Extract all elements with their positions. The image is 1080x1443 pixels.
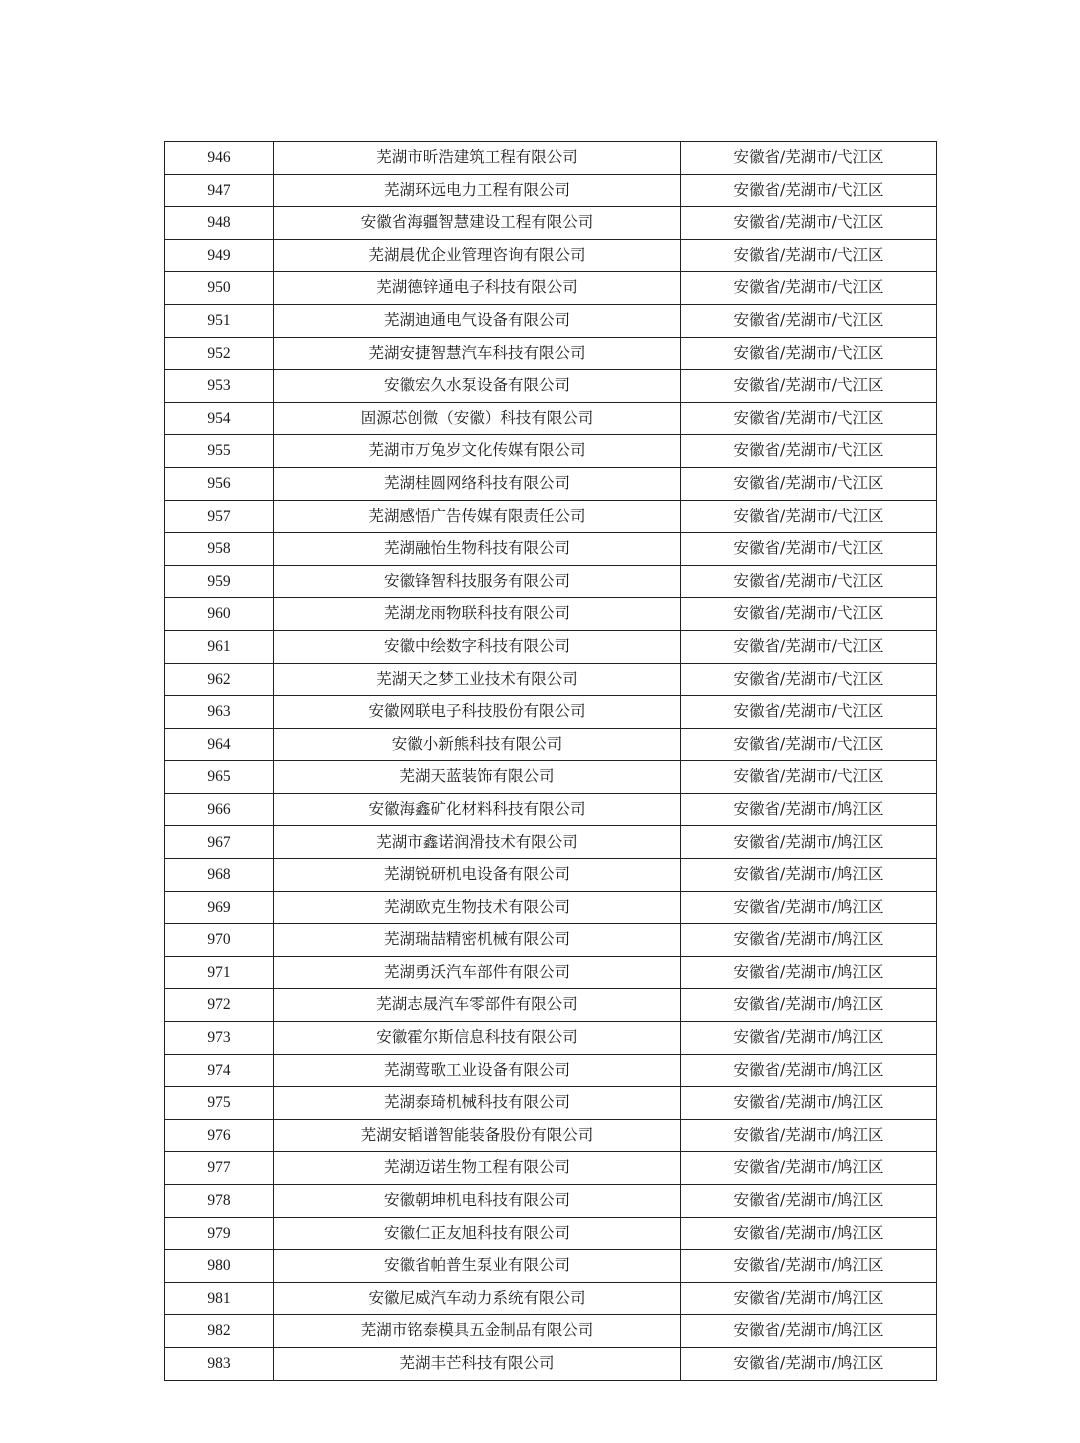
- company-name-cell: 安徽霍尔斯信息科技有限公司: [274, 1022, 681, 1055]
- company-name-cell: 安徽宏久水泵设备有限公司: [274, 370, 681, 403]
- region-cell: 安徽省/芜湖市/弋江区: [681, 630, 937, 663]
- region-cell: 安徽省/芜湖市/鸠江区: [681, 1315, 937, 1348]
- row-number: 951: [165, 304, 274, 337]
- row-number: 972: [165, 989, 274, 1022]
- region-cell: 安徽省/芜湖市/鸠江区: [681, 1022, 937, 1055]
- table-row: [165, 565, 937, 598]
- region-cell: 安徽省/芜湖市/鸠江区: [681, 826, 937, 859]
- table-row: [165, 467, 937, 500]
- row-number: 956: [165, 467, 274, 500]
- table-row: [165, 142, 937, 175]
- region-cell: 安徽省/芜湖市/鸠江区: [681, 989, 937, 1022]
- region-cell: 安徽省/芜湖市/弋江区: [681, 500, 937, 533]
- row-number: 958: [165, 533, 274, 566]
- company-name-cell: 芜湖晨优企业管理咨询有限公司: [274, 239, 681, 272]
- row-number: 968: [165, 859, 274, 892]
- table-row: [165, 891, 937, 924]
- table-row: [165, 598, 937, 631]
- row-number: 981: [165, 1282, 274, 1315]
- company-name-cell: 芜湖丰芒科技有限公司: [274, 1347, 681, 1380]
- row-number: 975: [165, 1087, 274, 1120]
- row-number: 955: [165, 435, 274, 468]
- region-cell: 安徽省/芜湖市/鸠江区: [681, 859, 937, 892]
- region-cell: 安徽省/芜湖市/弋江区: [681, 761, 937, 794]
- row-number: 952: [165, 337, 274, 370]
- row-number: 967: [165, 826, 274, 859]
- row-number: 950: [165, 272, 274, 305]
- region-cell: 安徽省/芜湖市/弋江区: [681, 565, 937, 598]
- table-row: [165, 826, 937, 859]
- region-cell: 安徽省/芜湖市/弋江区: [681, 272, 937, 305]
- table-row: [165, 174, 937, 207]
- table-row: [165, 1217, 937, 1250]
- company-name-cell: 芜湖迈诺生物工程有限公司: [274, 1152, 681, 1185]
- table-row: [165, 793, 937, 826]
- region-cell: 安徽省/芜湖市/鸠江区: [681, 1152, 937, 1185]
- region-cell: 安徽省/芜湖市/鸠江区: [681, 1054, 937, 1087]
- company-name-cell: 安徽尼威汽车动力系统有限公司: [274, 1282, 681, 1315]
- region-cell: 安徽省/芜湖市/弋江区: [681, 207, 937, 240]
- company-name-cell: 芜湖龙雨物联科技有限公司: [274, 598, 681, 631]
- row-number: 966: [165, 793, 274, 826]
- row-number: 964: [165, 728, 274, 761]
- company-name-cell: 芜湖桂圆网络科技有限公司: [274, 467, 681, 500]
- row-number: 976: [165, 1119, 274, 1152]
- table-row: [165, 696, 937, 729]
- company-name-cell: 芜湖天蓝装饰有限公司: [274, 761, 681, 794]
- row-number: 947: [165, 174, 274, 207]
- table-row: [165, 1087, 937, 1120]
- company-name-cell: 芜湖志晟汽车零部件有限公司: [274, 989, 681, 1022]
- row-number: 953: [165, 370, 274, 403]
- row-number: 959: [165, 565, 274, 598]
- region-cell: 安徽省/芜湖市/鸠江区: [681, 1185, 937, 1218]
- row-number: 977: [165, 1152, 274, 1185]
- table-row: [165, 1022, 937, 1055]
- row-number: 962: [165, 663, 274, 696]
- company-name-cell: 安徽网联电子科技股份有限公司: [274, 696, 681, 729]
- company-name-cell: 芜湖德锌通电子科技有限公司: [274, 272, 681, 305]
- region-cell: 安徽省/芜湖市/弋江区: [681, 598, 937, 631]
- company-name-cell: 芜湖市万兔岁文化传媒有限公司: [274, 435, 681, 468]
- region-cell: 安徽省/芜湖市/弋江区: [681, 370, 937, 403]
- row-number: 980: [165, 1250, 274, 1283]
- table-row: [165, 337, 937, 370]
- company-name-cell: 安徽朝坤机电科技有限公司: [274, 1185, 681, 1218]
- region-cell: 安徽省/芜湖市/鸠江区: [681, 891, 937, 924]
- region-cell: 安徽省/芜湖市/弋江区: [681, 435, 937, 468]
- row-number: 970: [165, 924, 274, 957]
- row-number: 982: [165, 1315, 274, 1348]
- table-body: [165, 142, 937, 1381]
- region-cell: 安徽省/芜湖市/弋江区: [681, 174, 937, 207]
- region-cell: 安徽省/芜湖市/鸠江区: [681, 1217, 937, 1250]
- company-name-cell: 芜湖市昕浩建筑工程有限公司: [274, 142, 681, 175]
- company-name-cell: 芜湖瑞喆精密机械有限公司: [274, 924, 681, 957]
- region-cell: 安徽省/芜湖市/鸠江区: [681, 956, 937, 989]
- region-cell: 安徽省/芜湖市/弋江区: [681, 533, 937, 566]
- region-cell: 安徽省/芜湖市/弋江区: [681, 402, 937, 435]
- table-row: [165, 924, 937, 957]
- company-name-cell: 芜湖环远电力工程有限公司: [274, 174, 681, 207]
- table-row: [165, 1119, 937, 1152]
- table-row: [165, 402, 937, 435]
- company-table: [164, 141, 937, 1381]
- row-number: 965: [165, 761, 274, 794]
- region-cell: 安徽省/芜湖市/鸠江区: [681, 793, 937, 826]
- table-row: [165, 1347, 937, 1380]
- table-row: [165, 239, 937, 272]
- region-cell: 安徽省/芜湖市/弋江区: [681, 663, 937, 696]
- company-name-cell: 芜湖天之梦工业技术有限公司: [274, 663, 681, 696]
- region-cell: 安徽省/芜湖市/鸠江区: [681, 1282, 937, 1315]
- region-cell: 安徽省/芜湖市/弋江区: [681, 142, 937, 175]
- region-cell: 安徽省/芜湖市/弋江区: [681, 728, 937, 761]
- table-row: [165, 663, 937, 696]
- region-cell: 安徽省/芜湖市/鸠江区: [681, 1347, 937, 1380]
- row-number: 969: [165, 891, 274, 924]
- row-number: 979: [165, 1217, 274, 1250]
- table-row: [165, 1315, 937, 1348]
- company-name-cell: 芜湖迪通电气设备有限公司: [274, 304, 681, 337]
- company-name-cell: 安徽省帕普生泵业有限公司: [274, 1250, 681, 1283]
- row-number: 948: [165, 207, 274, 240]
- table-row: [165, 1282, 937, 1315]
- company-name-cell: 芜湖欧克生物技术有限公司: [274, 891, 681, 924]
- row-number: 949: [165, 239, 274, 272]
- company-name-cell: 安徽锋智科技服务有限公司: [274, 565, 681, 598]
- company-name-cell: 芜湖安捷智慧汽车科技有限公司: [274, 337, 681, 370]
- table-row: [165, 304, 937, 337]
- row-number: 954: [165, 402, 274, 435]
- company-name-cell: 安徽仁正友旭科技有限公司: [274, 1217, 681, 1250]
- table-row: [165, 1250, 937, 1283]
- company-name-cell: 安徽省海疆智慧建设工程有限公司: [274, 207, 681, 240]
- region-cell: 安徽省/芜湖市/弋江区: [681, 467, 937, 500]
- table-row: [165, 630, 937, 663]
- company-name-cell: 芜湖莺歌工业设备有限公司: [274, 1054, 681, 1087]
- row-number: 971: [165, 956, 274, 989]
- table-row: [165, 989, 937, 1022]
- table-row: [165, 1185, 937, 1218]
- company-name-cell: 固源芯创微（安徽）科技有限公司: [274, 402, 681, 435]
- table-row: [165, 435, 937, 468]
- region-cell: 安徽省/芜湖市/弋江区: [681, 304, 937, 337]
- table-row: [165, 370, 937, 403]
- table-row: [165, 533, 937, 566]
- company-name-cell: 安徽中绘数字科技有限公司: [274, 630, 681, 663]
- company-name-cell: 芜湖市鑫诺润滑技术有限公司: [274, 826, 681, 859]
- table-row: [165, 859, 937, 892]
- table-row: [165, 1152, 937, 1185]
- region-cell: 安徽省/芜湖市/鸠江区: [681, 1250, 937, 1283]
- row-number: 963: [165, 696, 274, 729]
- table-row: [165, 272, 937, 305]
- table-row: [165, 207, 937, 240]
- row-number: 960: [165, 598, 274, 631]
- company-name-cell: 芜湖泰琦机械科技有限公司: [274, 1087, 681, 1120]
- row-number: 973: [165, 1022, 274, 1055]
- row-number: 957: [165, 500, 274, 533]
- region-cell: 安徽省/芜湖市/弋江区: [681, 696, 937, 729]
- company-name-cell: 芜湖感悟广告传媒有限责任公司: [274, 500, 681, 533]
- company-name-cell: 芜湖锐研机电设备有限公司: [274, 859, 681, 892]
- row-number: 974: [165, 1054, 274, 1087]
- table-row: [165, 728, 937, 761]
- region-cell: 安徽省/芜湖市/鸠江区: [681, 1087, 937, 1120]
- table-row: [165, 761, 937, 794]
- company-name-cell: 芜湖勇沃汽车部件有限公司: [274, 956, 681, 989]
- table-row: [165, 956, 937, 989]
- row-number: 946: [165, 142, 274, 175]
- company-name-cell: 安徽小新熊科技有限公司: [274, 728, 681, 761]
- row-number: 983: [165, 1347, 274, 1380]
- region-cell: 安徽省/芜湖市/弋江区: [681, 239, 937, 272]
- company-name-cell: 芜湖市铭泰模具五金制品有限公司: [274, 1315, 681, 1348]
- table-row: [165, 500, 937, 533]
- region-cell: 安徽省/芜湖市/鸠江区: [681, 1119, 937, 1152]
- company-name-cell: 芜湖融怡生物科技有限公司: [274, 533, 681, 566]
- region-cell: 安徽省/芜湖市/鸠江区: [681, 924, 937, 957]
- table-row: [165, 1054, 937, 1087]
- region-cell: 安徽省/芜湖市/弋江区: [681, 337, 937, 370]
- row-number: 978: [165, 1185, 274, 1218]
- row-number: 961: [165, 630, 274, 663]
- company-name-cell: 芜湖安韬谱智能装备股份有限公司: [274, 1119, 681, 1152]
- company-name-cell: 安徽海鑫矿化材料科技有限公司: [274, 793, 681, 826]
